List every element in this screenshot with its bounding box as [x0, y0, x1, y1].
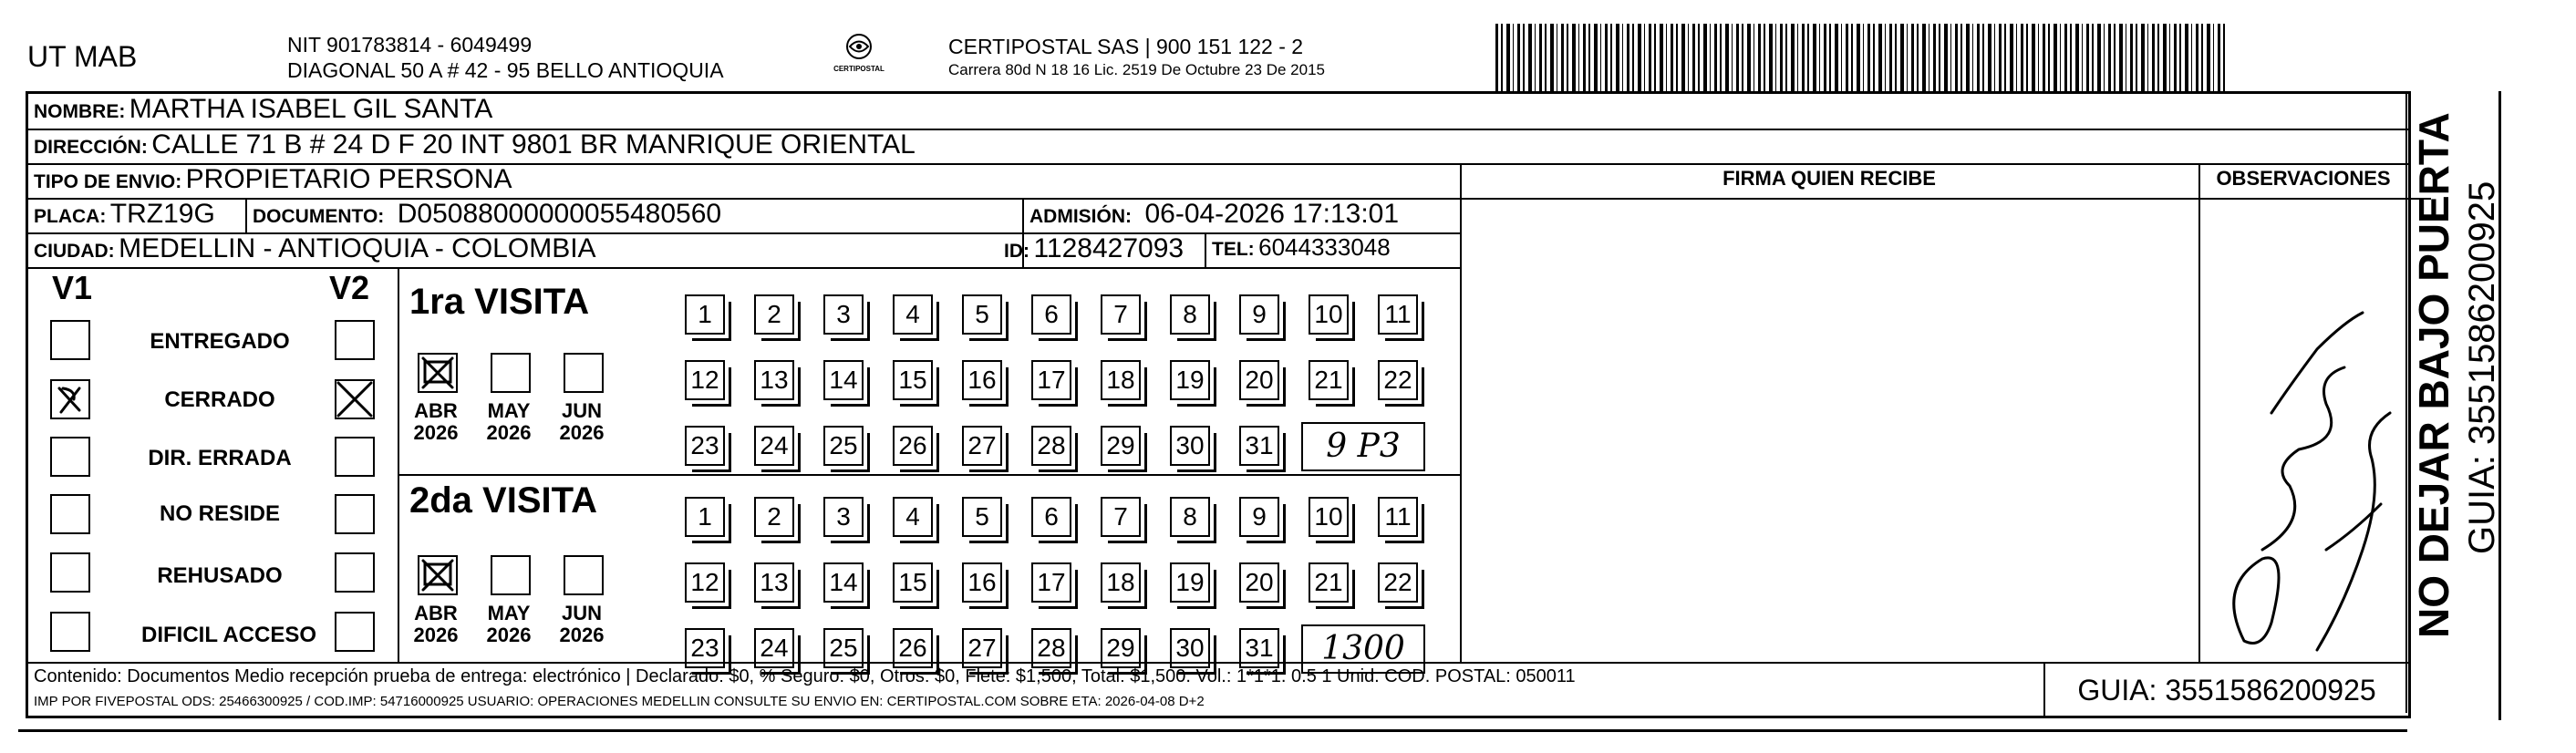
v1-entregado-checkbox[interactable] — [50, 320, 90, 360]
v1-rehusado-checkbox[interactable] — [50, 552, 90, 593]
tipo-envio-value: PROPIETARIO PERSONA — [185, 164, 512, 194]
delivery-form — [26, 91, 2411, 718]
visita-2-month-checkbox[interactable] — [491, 555, 531, 595]
footer-imp: IMP POR FIVEPOSTAL ODS: 25466300925 / COD.IMP: 54716000925 USUARIO: OPERACIONES MEDELLIN CONSULTE SU ENVIO EN: CERTIPOSTAL.COM SOBRE ETA: 2026-04-08 D+2 — [34, 694, 1205, 709]
visita-2-day-5[interactable]: 5 — [962, 497, 1002, 537]
placa-label: PLACA: — [34, 206, 107, 227]
v2-rehusado-checkbox[interactable] — [335, 552, 375, 593]
certipostal-logo — [830, 31, 888, 82]
nombre-value: MARTHA ISABEL GIL SANTA — [129, 94, 493, 124]
visita-2-day-9[interactable]: 9 — [1239, 497, 1279, 537]
documento-label: DOCUMENTO: — [253, 206, 385, 227]
v2-dir-errada-checkbox[interactable] — [335, 437, 375, 477]
visita-1-day-11[interactable]: 11 — [1378, 294, 1418, 335]
visita-2-month-label — [554, 603, 609, 646]
carrier-address: Carrera 80d N 18 16 Lic. 2519 De Octubre 23 De 2015 — [948, 61, 1325, 78]
v1-dir-errada-checkbox[interactable] — [50, 437, 90, 477]
id-cell — [1004, 233, 1184, 264]
visita-2-day-4[interactable]: 4 — [893, 497, 933, 537]
status-dir-errada: DIR. ERRADA — [148, 446, 292, 470]
visita-2-day-12[interactable]: 12 — [685, 562, 725, 603]
visita-2-day-23[interactable]: 23 — [685, 628, 725, 668]
placa-cell — [34, 199, 215, 230]
visita-1-title: 1ra VISITA — [409, 282, 590, 322]
placa-value: TRZ19G — [109, 199, 215, 229]
visita-1-day-5[interactable]: 5 — [962, 294, 1002, 335]
direccion-value: CALLE 71 B # 24 D F 20 INT 9801 BR MANRIQUE ORIENTAL — [151, 129, 916, 160]
footer-guia: GUIA: 3551586200925 — [2077, 674, 2376, 707]
admision-label: ADMISIÓN: — [1029, 206, 1132, 227]
side-divider — [2405, 91, 2407, 713]
bottom-rule — [18, 729, 2407, 732]
visita-2-day-28[interactable]: 28 — [1031, 628, 1071, 668]
visita-2-day-3[interactable]: 3 — [823, 497, 864, 537]
month-year: 2026 — [413, 624, 459, 646]
tel-label: TEL: — [1212, 239, 1255, 260]
v1-cerrado-checkbox[interactable] — [50, 379, 90, 419]
documento-value: D05088000000055480560 — [397, 199, 722, 229]
carrier-name: CERTIPOSTAL SAS | 900 151 122 - 2 — [948, 35, 1304, 58]
visita-1-month-checkbox[interactable] — [418, 353, 458, 393]
tel-cell — [1212, 233, 1391, 262]
visita-2-day-24[interactable]: 24 — [754, 628, 794, 668]
v2-cerrado-checkbox[interactable] — [335, 379, 375, 419]
v2-entregado-checkbox[interactable] — [335, 320, 375, 360]
documento-cell — [253, 199, 721, 230]
direccion-label: DIRECCIÓN: — [34, 137, 148, 158]
visita-1-month-label — [409, 400, 463, 444]
admision-value: 06-04-2026 17:13:01 — [1144, 199, 1400, 229]
tel-value: 6044333048 — [1258, 233, 1391, 261]
visita-2-title: 2da VISITA — [409, 480, 597, 521]
visita-2-day-16[interactable]: 16 — [962, 562, 1002, 603]
visita-2-day-7[interactable]: 7 — [1101, 497, 1141, 537]
v1-label: V1 — [52, 269, 93, 306]
visita-2-month-label — [481, 603, 536, 646]
visita-1-day-18[interactable]: 18 — [1101, 360, 1141, 400]
company-address: DIAGONAL 50 A # 42 - 95 BELLO ANTIOQUIA — [287, 58, 724, 82]
visita-1-handwritten-time: 9 P3 — [1301, 422, 1425, 471]
visita-1-day-14[interactable]: 14 — [823, 360, 864, 400]
visita-1-day-30[interactable]: 30 — [1170, 426, 1210, 466]
month-name: ABR — [414, 399, 458, 422]
v1-no-reside-checkbox[interactable] — [50, 494, 90, 534]
v1-dificil-acceso-checkbox[interactable] — [50, 612, 90, 652]
month-year: 2026 — [559, 624, 605, 646]
month-name: JUN — [561, 602, 602, 624]
side-guia: GUIA: 3551586200925 — [2462, 181, 2502, 554]
v2-dificil-acceso-checkbox[interactable] — [335, 612, 375, 652]
visita-2-day-13[interactable]: 13 — [754, 562, 794, 603]
visita-1-day-20[interactable]: 20 — [1239, 360, 1279, 400]
tipo-envio-row — [34, 164, 512, 195]
visita-1-month-label — [554, 400, 609, 444]
visita-1-month-checkbox[interactable] — [564, 353, 604, 393]
visita-2-day-1[interactable]: 1 — [685, 497, 725, 537]
visita-2-day-19[interactable]: 19 — [1170, 562, 1210, 603]
visita-2-day-6[interactable]: 6 — [1031, 497, 1071, 537]
visita-1-month-checkbox[interactable] — [491, 353, 531, 393]
status-no-reside: NO RESIDE — [159, 501, 281, 526]
visita-1-day-6[interactable]: 6 — [1031, 294, 1071, 335]
month-year: 2026 — [486, 421, 532, 444]
side-no-dejar: NO DEJAR BAJO PUERTA — [2410, 112, 2457, 638]
visita-1-day-28[interactable]: 28 — [1031, 426, 1071, 466]
admision-cell — [1029, 199, 1399, 230]
month-name: JUN — [561, 399, 602, 422]
direccion-row — [34, 129, 916, 160]
observaciones-header: OBSERVACIONES — [2216, 167, 2391, 190]
v2-cerrado-x-icon — [336, 381, 373, 418]
visita-1-day-25[interactable]: 25 — [823, 426, 864, 466]
status-cerrado: CERRADO — [164, 387, 275, 412]
visita-1-day-7[interactable]: 7 — [1101, 294, 1141, 335]
visita-1-day-19[interactable]: 19 — [1170, 360, 1210, 400]
visita-1-day-31[interactable]: 31 — [1239, 426, 1279, 466]
month-check-x-icon — [419, 355, 456, 391]
company-nit: NIT 901783814 - 6049499 — [287, 33, 533, 57]
id-label: ID: — [1004, 241, 1029, 262]
visita-2-day-8[interactable]: 8 — [1170, 497, 1210, 537]
nombre-label: NOMBRE: — [34, 101, 126, 122]
firma-header: FIRMA QUIEN RECIBE — [1723, 167, 1936, 190]
visita-2-day-22[interactable]: 22 — [1378, 562, 1418, 603]
id-value: 1128427093 — [1033, 233, 1185, 263]
footer-contenido: Contenido: Documentos Medio recepción prueba de entrega: electrónico | Declarado: $0, % Seguro: $0, Otros: $0, Flete: $1,500, Total: $1,500. Vol.: 1*1*1. 0.5 1 Unid. COD. POSTAL: 050011 — [34, 666, 1576, 686]
tipo-envio-label: TIPO DE ENVIO: — [34, 171, 182, 192]
month-year: 2026 — [413, 421, 459, 444]
visita-1-day-27[interactable]: 27 — [962, 426, 1002, 466]
month-name: MAY — [487, 399, 531, 422]
visita-2-day-20[interactable]: 20 — [1239, 562, 1279, 603]
ciudad-cell — [34, 233, 596, 264]
status-dificil-acceso: DIFICIL ACCESO — [140, 623, 316, 647]
visita-1-day-4[interactable]: 4 — [893, 294, 933, 335]
month-name: ABR — [414, 602, 458, 624]
visita-2-day-14[interactable]: 14 — [823, 562, 864, 603]
visita-2-day-29[interactable]: 29 — [1101, 628, 1141, 668]
visita-2-handwritten-time: 1300 — [1301, 624, 1425, 674]
visita-2-day-17[interactable]: 17 — [1031, 562, 1071, 603]
visita-1-day-13[interactable]: 13 — [754, 360, 794, 400]
visita-2-day-21[interactable]: 21 — [1309, 562, 1349, 603]
v1-cerrado-mark-icon — [52, 381, 88, 418]
visita-2-day-27[interactable]: 27 — [962, 628, 1002, 668]
company-name: UT MAB — [27, 40, 138, 73]
visita-2-day-2[interactable]: 2 — [754, 497, 794, 537]
visita-2-month-label — [409, 603, 463, 646]
visita-1-day-1[interactable]: 1 — [685, 294, 725, 335]
ciudad-value: MEDELLIN - ANTIOQUIA - COLOMBIA — [119, 233, 596, 263]
month-name: MAY — [487, 602, 531, 624]
visita-2-day-18[interactable]: 18 — [1101, 562, 1141, 603]
certipostal-logo-icon — [841, 31, 877, 62]
month-check-x-icon — [419, 557, 456, 593]
status-rehusado: REHUSADO — [157, 563, 283, 588]
handwritten-signature — [2208, 276, 2408, 659]
barcode — [1495, 24, 2225, 91]
visita-1-month-label — [481, 400, 536, 444]
visita-2-day-15[interactable]: 15 — [893, 562, 933, 603]
visita-2-month-checkbox[interactable] — [564, 555, 604, 595]
visita-2-day-26[interactable]: 26 — [893, 628, 933, 668]
visita-1-day-15[interactable]: 15 — [893, 360, 933, 400]
ciudad-label: CIUDAD: — [34, 241, 115, 262]
visita-1-day-9[interactable]: 9 — [1239, 294, 1279, 335]
visita-2-day-31[interactable]: 31 — [1239, 628, 1279, 668]
status-entregado: ENTREGADO — [150, 329, 290, 354]
visita-1-day-8[interactable]: 8 — [1170, 294, 1210, 335]
visita-1-day-29[interactable]: 29 — [1101, 426, 1141, 466]
v2-no-reside-checkbox[interactable] — [335, 494, 375, 534]
visita-2-month-checkbox[interactable] — [418, 555, 458, 595]
visita-2-day-25[interactable]: 25 — [823, 628, 864, 668]
visita-1-day-26[interactable]: 26 — [893, 426, 933, 466]
month-year: 2026 — [559, 421, 605, 444]
logo-text: CERTIPOSTAL — [833, 65, 885, 73]
v2-label: V2 — [329, 269, 370, 306]
visita-1-day-22[interactable]: 22 — [1378, 360, 1418, 400]
visita-1-day-21[interactable]: 21 — [1309, 360, 1349, 400]
visita-1-day-23[interactable]: 23 — [685, 426, 725, 466]
visita-2-day-30[interactable]: 30 — [1170, 628, 1210, 668]
visita-1-day-24[interactable]: 24 — [754, 426, 794, 466]
right-edge-rule — [2498, 91, 2501, 720]
visita-1-day-17[interactable]: 17 — [1031, 360, 1071, 400]
month-year: 2026 — [486, 624, 532, 646]
visita-1-day-16[interactable]: 16 — [962, 360, 1002, 400]
visita-1-day-12[interactable]: 12 — [685, 360, 725, 400]
visita-2-day-10[interactable]: 10 — [1309, 497, 1349, 537]
visita-1-day-2[interactable]: 2 — [754, 294, 794, 335]
nombre-row — [34, 94, 492, 125]
visita-1-day-10[interactable]: 10 — [1309, 294, 1349, 335]
visita-1-day-3[interactable]: 3 — [823, 294, 864, 335]
visita-2-day-11[interactable]: 11 — [1378, 497, 1418, 537]
